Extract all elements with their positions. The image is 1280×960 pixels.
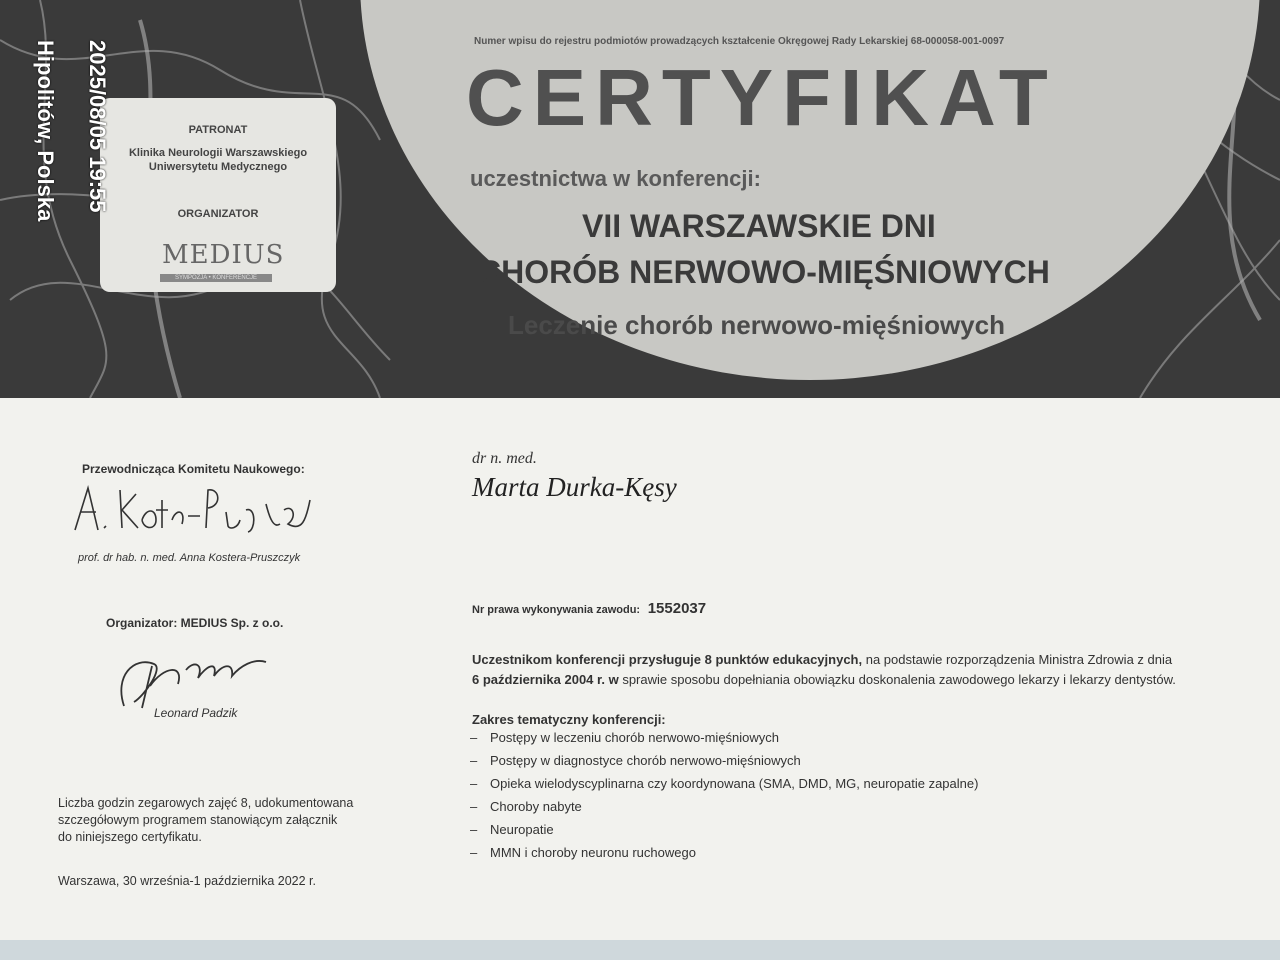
license-label: Nr prawa wykonywania zawodu: [472, 604, 641, 616]
license-number: 1552037 [647, 600, 707, 617]
photo-datetime-stamp: 2025/08/05 19:55 [85, 40, 110, 213]
topics-heading: Zakres tematyczny konferencji: [472, 712, 666, 727]
patron-organizer-box [100, 98, 336, 292]
topics-list [470, 730, 978, 868]
certificate-title: CERTYFIKAT [466, 53, 1057, 142]
medius-logo: MEDIUS [162, 240, 285, 270]
license-row [472, 600, 706, 617]
organizer-signature [94, 636, 274, 716]
points-rest: na podstawie rozporządzenia Ministra Zdrowia z dnia [862, 652, 1173, 667]
hours-line-2: szczegółowym programem stanowiącym załącznik [58, 813, 338, 827]
organizer-label: Organizator: MEDIUS Sp. z o.o. [106, 616, 284, 630]
issue-date: Warszawa, 30 września-1 października 2022 r. [58, 874, 316, 888]
hours-line-3: do niniejszego certyfikatu. [58, 830, 202, 844]
points-date: 6 października 2004 r. w [472, 672, 619, 687]
hours-line-1: Liczba godzin zegarowych zajęć 8, udokumentowana [58, 796, 354, 810]
list-item: – Opieka wielodyscyplinarna czy koordynowana (SMA, DMD, MG, neuropatie zapalne) [470, 776, 979, 791]
list-item: – Postępy w diagnostyce chorób nerwowo-mięśniowych [470, 753, 801, 768]
points-regulation: sprawie sposobu dopełniania obowiązku doskonalenia zawodowego lekarzy i lekarzy dentystów. [618, 672, 1176, 687]
organizator-label: ORGANIZATOR [177, 208, 259, 220]
participant-name: Marta Durka-Kęsy [472, 472, 677, 502]
table-surface-edge [0, 940, 1280, 960]
chair-signature [70, 480, 330, 540]
points-line-1 [472, 652, 1172, 667]
conference-name-line2: CHORÓB NERWOWO-MIĘŚNIOWYCH [478, 254, 1050, 290]
patronat-name: Klinika Neurologii Warszawskiego Uniwersytetu Medycznego [128, 147, 308, 173]
list-item: – Neuropatie [470, 822, 554, 837]
medius-logo-subtitle: SYMPOZJA • KONFERENCJE [160, 274, 272, 282]
list-item: – Postępy w leczeniu chorób nerwowo-mięśniowych [470, 730, 780, 745]
registry-number: Numer wpisu do rejestru podmiotów prowadzących kształcenie Okręgowej Rady Lekarskiej 68-000058-001-0097 [474, 36, 1005, 47]
organizer-name: Leonard Padzik [154, 706, 238, 720]
points-bold: Uczestnikom konferencji przysługuje 8 punktów edukacyjnych, [472, 652, 863, 667]
points-line-2 [472, 672, 1176, 687]
conference-theme: Leczenie chorób nerwowo-mięśniowych [508, 310, 1005, 340]
participant-title: dr n. med. [472, 450, 537, 467]
list-item: – MMN i choroby neuronu ruchowego [470, 845, 696, 860]
conference-name-line1: VII WARSZAWSKIE DNI [582, 208, 936, 244]
patronat-label: PATRONAT [188, 124, 248, 136]
chair-name: prof. dr hab. n. med. Anna Kostera-Pruszczyk [78, 552, 301, 564]
chair-label: Przewodnicząca Komitetu Naukowego: [82, 462, 305, 476]
list-item: – Choroby nabyte [470, 799, 582, 814]
certificate-header-band [0, 0, 1280, 398]
certificate-subtitle: uczestnictwa w konferencji: [470, 166, 761, 191]
photo-location-stamp: Hipolitów, Polska [33, 40, 58, 222]
